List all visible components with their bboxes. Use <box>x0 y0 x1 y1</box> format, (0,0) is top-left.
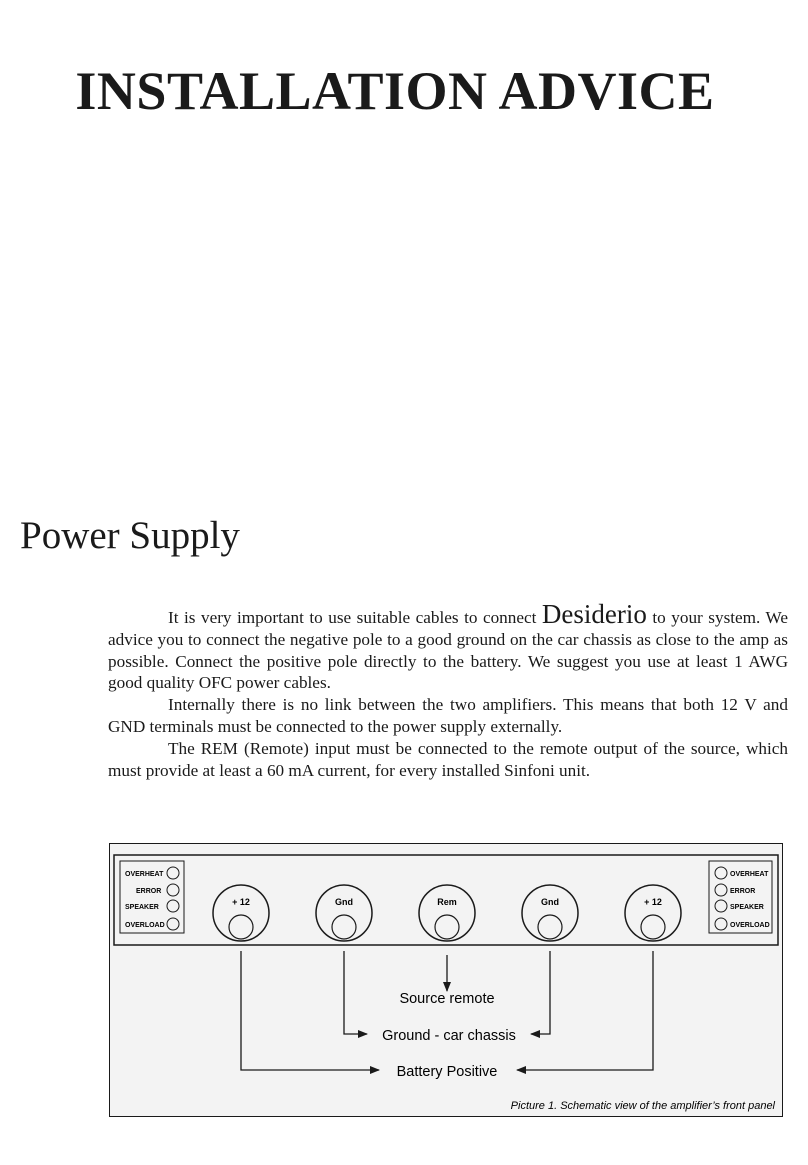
terminal-label: Gnd <box>335 897 353 907</box>
body-text <box>108 599 789 781</box>
section-title: Power Supply <box>20 514 240 557</box>
led-left-label: ERROR <box>136 888 162 895</box>
led-left-label: SPEAKER <box>125 904 159 911</box>
led-right-label: OVERHEAT <box>730 871 769 878</box>
led-left-label: OVERHEAT <box>125 871 164 878</box>
terminal-label: Rem <box>437 897 457 907</box>
source-remote-label: Source remote <box>399 991 495 1007</box>
paragraph-1-start: It is very important to use suitable cables to connect <box>168 608 542 627</box>
led-right-label: ERROR <box>730 888 756 895</box>
schematic-svg <box>109 843 783 1117</box>
led-left-label: OVERLOAD <box>125 922 165 929</box>
paragraph-1-rest: to your system. We advice you to connect the negative pole to a good ground on the car chassis as close to the amp as possible. Connect the positive pole directly to the battery. We suggest you use at least 1 AWG good quality OFC power cables. <box>108 608 789 693</box>
led-right-label: SPEAKER <box>730 904 764 911</box>
terminal-label: Gnd <box>541 897 559 907</box>
ground-label: Ground - car chassis <box>382 1028 516 1044</box>
paragraph-3: The REM (Remote) input must be connected to the remote output of the source, which must provide at least a 60 mA current, for every installed Sinfoni unit. <box>108 738 788 780</box>
terminal-label: + 12 <box>232 897 250 907</box>
terminal-label: + 12 <box>644 897 662 907</box>
led-right-label: OVERLOAD <box>730 922 770 929</box>
paragraph-2: Internally there is no link between the two amplifiers. This means that both 12 V and GND terminals must be connected to the power supply externally. <box>108 695 788 736</box>
brand-name: Desiderio <box>541 599 647 629</box>
schematic-figure <box>109 843 783 1117</box>
page-title: INSTALLATION ADVICE <box>75 61 715 121</box>
paragraph-1 <box>108 599 789 694</box>
figure-caption: Picture 1. Schematic view of the amplifier’s front panel <box>510 1100 775 1112</box>
battery-label: Battery Positive <box>396 1064 498 1080</box>
